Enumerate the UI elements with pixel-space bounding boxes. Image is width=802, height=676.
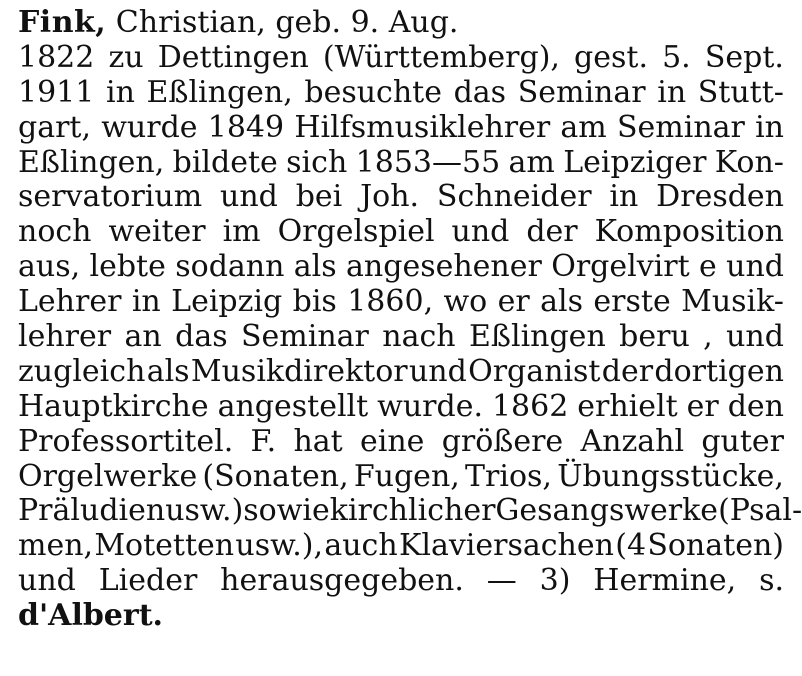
- entry-word: 1849: [207, 109, 285, 145]
- entry-line-text: [18, 425, 784, 460]
- entry-word: noch: [18, 214, 92, 250]
- entry-line-16: [18, 529, 784, 564]
- entry-word: bei: [295, 179, 343, 215]
- entry-word: servatorium: [18, 179, 203, 215]
- entry-first-line: [18, 6, 784, 41]
- entry-word: gest.: [574, 39, 648, 75]
- entry-word: Hilfsmusiklehrer: [294, 109, 551, 145]
- entry-line-text: [18, 76, 784, 111]
- entry-word: besuchte: [304, 74, 442, 110]
- entry-word: Orgelvirt: [551, 249, 690, 285]
- entry-word: dortigen: [654, 353, 784, 389]
- entry-line-text: [18, 215, 784, 250]
- entry-word: Klaviersachen: [398, 528, 614, 564]
- entry-line-text: [18, 250, 784, 285]
- entry-word: Seminar: [517, 74, 646, 110]
- entry-first-line-text: Christian, geb. 9. Aug.: [115, 5, 459, 40]
- entry-word: an: [124, 319, 162, 355]
- entry-word: men,: [18, 528, 94, 564]
- entry-line-text: [18, 41, 784, 76]
- entry-line-4: [18, 111, 784, 146]
- entry-word: sowie: [243, 493, 330, 529]
- entry-word: wurde: [101, 109, 198, 145]
- entry-word: beru: [619, 319, 690, 355]
- entry-line-12: [18, 390, 784, 425]
- entry-word: Lehrer: [18, 284, 122, 320]
- entry-word: Joh.: [360, 179, 420, 215]
- entry-line-11: [18, 355, 784, 390]
- entry-word: er: [497, 284, 530, 320]
- entry-word: hat: [293, 423, 343, 459]
- entry-line-2: [18, 41, 784, 76]
- entry-word: Organist: [468, 353, 601, 389]
- entry-word: angesehener: [346, 249, 542, 285]
- entry-word: usw.),: [235, 528, 324, 564]
- entry-line-text: [18, 355, 784, 390]
- entry-word: usw.): [165, 493, 244, 529]
- entry-word: s.: [759, 563, 784, 599]
- entry-word: Professortitel.: [18, 423, 234, 459]
- entry-word: nach: [382, 319, 456, 355]
- entry-word: 1822: [18, 39, 95, 75]
- entry-word: Anzahl: [580, 423, 685, 459]
- entry-word: guter: [701, 423, 784, 459]
- entry-word: lehrer: [18, 319, 112, 355]
- entry-word: Dettingen: [157, 39, 309, 75]
- entry-word: bis: [292, 284, 337, 320]
- entry-word: 1911: [18, 74, 95, 110]
- entry-word: der: [526, 214, 578, 250]
- entry-last-line: [18, 599, 784, 634]
- entry-word: 3): [539, 563, 571, 599]
- entry-word: 1862: [491, 388, 569, 424]
- entry-word: gart,: [18, 109, 92, 145]
- entry-word: eine: [359, 423, 425, 459]
- entry-line-3: [18, 76, 784, 111]
- entry-word: am: [560, 109, 607, 145]
- entry-word: als: [146, 353, 190, 389]
- entry-word: Leipzig: [171, 284, 283, 320]
- entry-word: sodann: [175, 249, 285, 285]
- entry-line-text: [18, 460, 784, 495]
- entry-word: das: [175, 319, 228, 355]
- entry-word: Sonaten): [647, 528, 784, 564]
- entry-word: sich: [286, 144, 348, 180]
- entry-word: 1860,: [347, 284, 434, 320]
- entry-word: F.: [250, 423, 277, 459]
- entry-word: der: [601, 353, 654, 389]
- entry-word: auch: [324, 528, 398, 564]
- entry-word: wo: [443, 284, 488, 320]
- entry-word: Eßlingen,: [18, 144, 165, 180]
- entry-word: größere: [441, 423, 564, 459]
- entry-word: und: [726, 249, 784, 285]
- entry-word: Musikdirektor: [190, 353, 408, 389]
- entry-word: (Württemberg),: [322, 39, 560, 75]
- entry-word: Hauptkirche: [18, 388, 209, 424]
- entry-word: Seminar: [616, 109, 745, 145]
- entry-word: (4: [615, 528, 647, 564]
- entry-word: als: [540, 284, 584, 320]
- entry-word: lebte: [89, 249, 166, 285]
- entry-line-text: [18, 564, 784, 599]
- entry-word: Hermine,: [593, 563, 737, 599]
- entry-word: in: [755, 109, 784, 145]
- entry-word: angestellt: [217, 388, 369, 424]
- entry-word: Seminar: [241, 319, 369, 355]
- entry-word: Komposition: [594, 214, 784, 250]
- entry-word: 5.: [662, 39, 691, 75]
- entry-word: aus,: [18, 249, 81, 285]
- entry-word: Eßlingen: [469, 319, 606, 355]
- entry-word: Übungsstücke,: [557, 458, 784, 494]
- entry-word: Eßlingen,: [146, 74, 293, 110]
- entry-word: in: [131, 284, 161, 320]
- entry-word: Musik-: [681, 284, 784, 320]
- entry-word: 1853—55: [355, 144, 501, 180]
- entry-line-text: [18, 146, 784, 181]
- entry-word: erste: [593, 284, 671, 320]
- entry-word: zugleich: [18, 353, 146, 389]
- lexicon-entry: [18, 5, 802, 670]
- entry-word: Trios,: [465, 458, 552, 494]
- entry-line-10: [18, 320, 784, 355]
- entry-word: herausgegeben.: [220, 563, 464, 599]
- entry-word: Motetten: [94, 528, 235, 564]
- entry-word: am: [508, 144, 555, 180]
- entry-word: Schneider: [436, 179, 592, 215]
- entry-line-text: [18, 285, 784, 320]
- entry-word: und: [408, 353, 467, 389]
- entry-word: erhielt: [577, 388, 678, 424]
- entry-word: (Sonaten,: [202, 458, 349, 494]
- entry-word: Orgelspiel: [277, 214, 435, 250]
- entry-line-text: [18, 111, 784, 146]
- entry-line-15: [18, 493, 802, 529]
- entry-line-13: [18, 425, 784, 460]
- entry-word: —: [486, 563, 517, 599]
- entry-line-5: [18, 146, 784, 181]
- entry-line-text: [18, 529, 784, 564]
- entry-word: Gesangswerke: [495, 493, 719, 529]
- entry-word: und: [451, 214, 510, 250]
- entry-line-17: [18, 564, 784, 599]
- entry-word: zu: [108, 39, 144, 75]
- entry-line-text: [18, 320, 784, 355]
- entry-word: in: [105, 74, 135, 110]
- entry-headword: Fink,: [18, 5, 107, 40]
- entry-line-6: [18, 180, 784, 215]
- entry-word: Fugen,: [353, 458, 460, 494]
- entry-line-7: [18, 215, 784, 250]
- entry-word: bildete: [172, 144, 278, 180]
- entry-word: in: [657, 74, 687, 110]
- entry-word: den: [727, 388, 784, 424]
- entry-word: Lieder: [98, 563, 198, 599]
- entry-line-text: [18, 493, 802, 529]
- entry-word: als: [293, 249, 337, 285]
- entry-word: kirchlicher: [329, 493, 496, 529]
- entry-word: ,: [703, 319, 713, 355]
- entry-word: und: [726, 319, 784, 355]
- entry-word: weiter: [108, 214, 206, 250]
- entry-word: im: [222, 214, 261, 250]
- entry-word: Präludien: [18, 493, 166, 529]
- entry-word: Dresden: [656, 179, 784, 215]
- entry-word: Stutt-: [697, 74, 784, 110]
- entry-line-14: [18, 460, 784, 495]
- entry-word: das: [453, 74, 507, 110]
- entry-word: Leipziger: [563, 144, 707, 180]
- entry-line-9: [18, 285, 784, 320]
- entry-word: Kon-: [714, 144, 784, 180]
- entry-last-line-text: d'Albert.: [18, 598, 164, 634]
- entry-word: (Psal-: [718, 493, 802, 529]
- entry-line-text: [18, 390, 784, 425]
- entry-word: Sept.: [704, 39, 784, 75]
- entry-word: Orgelwerke: [18, 458, 198, 494]
- entry-word: in: [609, 179, 639, 215]
- entry-word: wurde.: [377, 388, 483, 424]
- entry-word: e: [699, 249, 717, 285]
- entry-word: und: [18, 563, 76, 599]
- entry-line-text: [18, 180, 784, 215]
- entry-line-8: [18, 250, 784, 285]
- entry-word: und: [220, 179, 278, 215]
- entry-word: er: [686, 388, 719, 424]
